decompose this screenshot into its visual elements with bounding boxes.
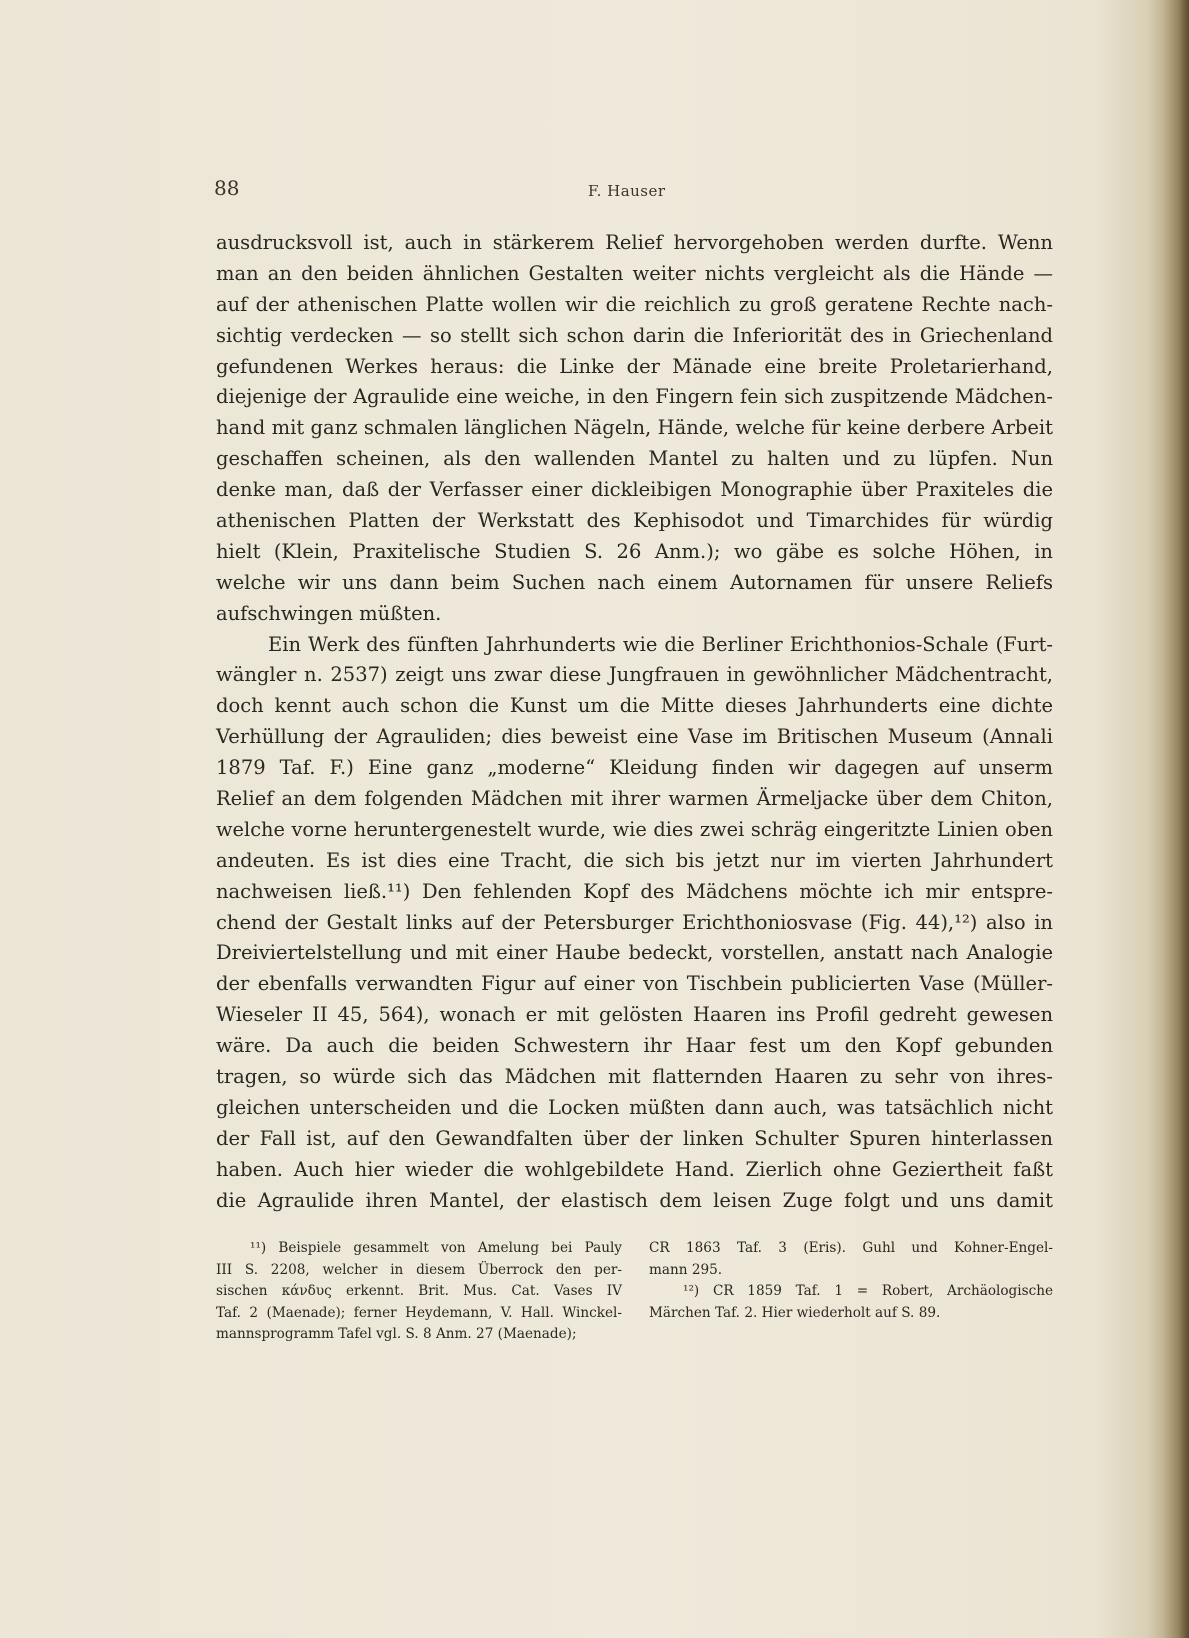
text-line: ausdrucksvoll ist, auch in stärkerem Relief hervorgehoben werden durfte. Wenn <box>216 231 1053 254</box>
footnote-line: CR 1863 Taf. 3 (Eris). Guhl und Kohner-Engel- <box>649 1240 1053 1256</box>
text-line: andeuten. Es ist dies eine Tracht, die sich bis jetzt nur im vierten Jahrhundert <box>216 848 1053 872</box>
text-line: man an den beiden ähnlichen Gestalten weiter nichts vergleicht als die Hände — <box>216 261 1053 285</box>
text-line: hand mit ganz schmalen länglichen Nägeln, Hände, welche für keine derbere Arbeit <box>216 416 1053 440</box>
text-line: gleichen unterscheiden und die Locken müßten dann auch, was tatsächlich nicht <box>216 1095 1053 1119</box>
page-edge-shadow <box>1163 0 1189 1638</box>
footnote-line: Märchen Taf. 2. Hier wiederholt auf S. 89. <box>649 1304 941 1321</box>
footnote-line: sischen κάνδυς erkennt. Brit. Mus. Cat. Vases IV <box>216 1283 622 1299</box>
text-line: Dreiviertelstellung und mit einer Haube bedeckt, vorstellen, anstatt nach Analogie <box>216 941 1053 965</box>
footnote-line: mann 295. <box>649 1261 723 1278</box>
text-line: welche vorne heruntergenestelt wurde, wie dies zwei schräg eingeritzte Linien oben <box>216 817 1053 841</box>
text-line: athenischen Platten der Werkstatt des Kephisodot und Timarchides für würdig <box>216 509 1053 533</box>
text-line: denke man, daß der Verfasser einer dickleibigen Monographie über Praxiteles die <box>216 478 1053 502</box>
text-line: wäre. Da auch die beiden Schwestern ihr Haar fest um den Kopf gebunden <box>216 1034 1053 1058</box>
text-line: doch kennt auch schon die Kunst um die Mitte dieses Jahrhunderts eine dichte <box>216 694 1053 718</box>
footnote-line: Taf. 2 (Maenade); ferner Heydemann, V. Hall. Winckel- <box>216 1304 622 1321</box>
footnote-column-right <box>649 1238 1053 1324</box>
text-line: der Fall ist, auf den Gewandfalten über der linken Schulter Spuren hinterlassen <box>216 1126 1053 1150</box>
text-line: die Agraulide ihren Mantel, der elastisch dem leisen Zuge folgt und uns damit <box>216 1188 1053 1212</box>
text-line: Wieseler II 45, 564), wonach er mit gelösten Haaren ins Profil gedreht gewesen <box>216 1003 1053 1027</box>
text-line: sichtig verdecken — so stellt sich schon darin die Inferiorität des in Griechenland <box>216 323 1053 347</box>
page-number: 88 <box>214 176 240 200</box>
text-line: tragen, so würde sich das Mädchen mit flatternden Haaren zu sehr von ihres- <box>216 1065 1053 1089</box>
text-line: 1879 Taf. F.) Eine ganz „moderne“ Kleidung finden wir dagegen auf unserm <box>216 756 1053 780</box>
body-text <box>216 228 1053 1217</box>
text-line: gefundenen Werkes heraus: die Linke der Mänade eine breite Proletarierhand, <box>216 354 1053 378</box>
footnote-line: ¹¹) Beispiele gesammelt von Amelung bei Pauly <box>250 1240 622 1256</box>
text-line: hielt (Klein, Praxitelische Studien S. 26 Anm.); wo gäbe es solche Höhen, in <box>216 539 1053 563</box>
text-line: chend der Gestalt links auf der Petersburger Erichthoniosvase (Fig. 44),¹²) also in <box>216 910 1053 934</box>
footnote-column-left <box>216 1238 622 1346</box>
text-line: nachweisen ließ.¹¹) Den fehlenden Kopf des Mädchens möchte ich mir entspre- <box>216 879 1053 903</box>
footnote-line: ¹²) CR 1859 Taf. 1 = Robert, Archäologische <box>683 1283 1053 1299</box>
text-line: Ein Werk des fünften Jahrhunderts wie die Berliner Erichthonios-Schale (Furt- <box>268 632 1053 656</box>
footnote-line: mannsprogramm Tafel vgl. S. 8 Anm. 27 (Maenade); <box>216 1326 577 1342</box>
text-line: welche wir uns dann beim Suchen nach einem Autornamen für unsere Reliefs <box>216 570 1053 594</box>
text-line: Relief an dem folgenden Mädchen mit ihrer warmen Ärmeljacke über dem Chiton, <box>216 787 1053 811</box>
text-line: Verhüllung der Agrauliden; dies beweist eine Vase im Britischen Museum (Annali <box>216 725 1053 749</box>
footnote-line: III S. 2208, welcher in diesem Überrock den per- <box>216 1261 622 1278</box>
text-line: diejenige der Agraulide eine weiche, in den Fingern fein sich zuspitzende Mädchen- <box>216 385 1053 409</box>
text-line: geschaffen scheinen, als den wallenden Mantel zu halten und zu lüpfen. Nun <box>216 447 1053 471</box>
text-line: haben. Auch hier wieder die wohlgebildete Hand. Zierlich ohne Geziertheit faßt <box>216 1157 1053 1181</box>
text-line: der ebenfalls verwandten Figur auf einer von Tischbein publicierten Vase (Müller- <box>216 972 1053 996</box>
text-line: auf der athenischen Platte wollen wir die reichlich zu groß geratene Rechte nach- <box>216 292 1053 316</box>
text-line: aufschwingen müßten. <box>216 601 442 625</box>
running-head: F. Hauser <box>588 182 666 200</box>
text-line: wängler n. 2537) zeigt uns zwar diese Jungfrauen in gewöhnlicher Mädchentracht, <box>216 663 1053 687</box>
